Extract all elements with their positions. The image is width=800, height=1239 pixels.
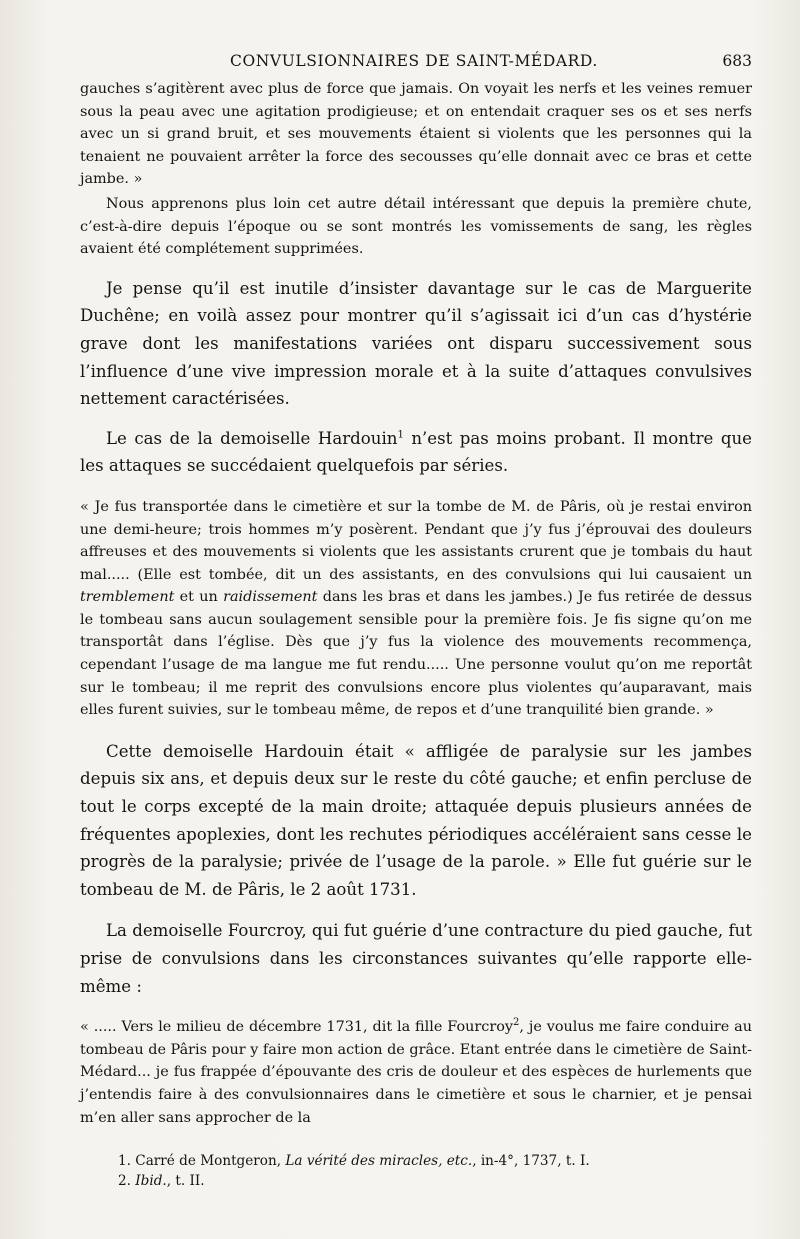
footnote-ref-2: 2 [513, 1017, 520, 1029]
quote-text-a: « Je fus transportée dans le cimetière et sur la tombe de M. de Pâris, où je restai environ une demi-heure; trois hommes m’y posèrent. Pendant que j’y fus j’éprouvai des douleurs affreuses et des mouvements si violents que les assistants crurent que je tombais du haut mal..... (Elle est tombée, dit un des assistants, en des convulsions qui lui causaient un [80, 498, 752, 583]
paragraph-3: Je pense qu’il est inutile d’insister davantage sur le cas de Marguerite Duchêne; en voilà assez pour montrer qu’il s’agissait ici d’un cas d’hystérie grave dont les manifestations variées ont disparu successivement sous l’influence d’une vive impression morale et à la suite d’attaques convulsives nettement caractérisées. [80, 278, 752, 409]
quote2-text-a: « ..... Vers le milieu de décembre 1731, dit la fille Fourcroy [80, 1019, 514, 1036]
quote-emphasis-raidissement: raidissement [223, 589, 318, 606]
page-number: 683 [722, 52, 752, 70]
footnote-ref-1: 1 [397, 429, 404, 441]
page-header [80, 48, 752, 78]
paragraph-7: La demoiselle Fourcroy, qui fut guérie d’une contracture du pied gauche, fut prise de convulsions dans les circonstances suivantes qu’elle rapporte elle-même : [80, 921, 752, 996]
quote-emphasis-tremblement: tremblement [80, 589, 175, 606]
paragraph-1: gauches s’agitèrent avec plus de force que jamais. On voyait les nerfs et les veines remuer sous la peau avec une agitation prodigieuse; et on entendait craquer ses os et ses nerfs avec un si grand bruit, et ses mouvements étaient si violents que les personnes qui la tenaient ne pouvaient arrêter la force des secousses qu’elle donnait avec ce bras et cette jambe. » [80, 81, 752, 188]
footnote-2-number: 2. [118, 1173, 136, 1190]
quote2-text-b: , je voulus me faire conduire au tombeau de Pâris pour y faire mon action de grâce. Etant entrée dans le cimetière de Saint-Médard... je fus frappée d’épouvante des cris de douleur et des espèces de hurlements que j’entendis faire à des convulsionnaires dans le cimetière et sous le charnier, et je pensai m’en aller sans approcher de la [80, 1019, 752, 1126]
running-title: CONVULSIONNAIRES DE SAINT-MÉDARD. [230, 52, 598, 70]
quotation-hardouin [80, 496, 752, 722]
quote-text-c: dans les bras et dans les jambes.) Je fus retirée de dessus le tombeau sans aucun soulagement sensible pour la première fois. Je fis signe qu’on me transportât dans l’église. Dès que j’y fus la violence des mouvements recommença, cependant l’usage de ma langue me fut rendu..... Une personne voulut qu’on me reportât sur le tombeau; il me reprit des convulsions encore plus violentes qu’auparavant, mais elles furent suivies, sur le tombeau même, de repos et d’une tranquilité bien grande. » [80, 589, 752, 719]
paragraph-6: Cette demoiselle Hardouin était « affligée de paralysie sur les jambes depuis six ans, et depuis deux sur le reste du côté gauche; et enfin percluse de tout le corps excepté de la main droite; attaquée depuis plusieurs années de fréquentes apoplexies, dont les rechutes périodiques accéléraient sans cesse le progrès de la paralysie; privée de l’usage de la parole. » Elle fut guérie sur le tombeau de M. de Pâris, le 2 août 1731. [80, 741, 752, 899]
paragraph-4 [80, 425, 752, 480]
footnote-1-details: , in-4°, 1737, t. I. [472, 1153, 590, 1170]
quote-text-b: et un [174, 589, 224, 606]
footnote-1 [118, 1151, 752, 1171]
footnote-2 [118, 1171, 752, 1191]
paragraph-4-text-b: n’est pas moins probant. Il montre que les attaques se succédaient quelquefois par séries. [80, 428, 752, 476]
quotation-fourcroy [80, 1016, 752, 1129]
paragraph-4-text-a: Le cas de la demoiselle Hardouin [106, 428, 398, 448]
footnote-1-title: La vérité des miracles, etc. [285, 1153, 473, 1170]
footnote-2-details: , t. II. [166, 1173, 205, 1190]
footnotes [80, 1151, 752, 1191]
paragraph-2: Nous apprenons plus loin cet autre détail intéressant que depuis la première chute, c’est-à-dire depuis l’époque ou se sont montrés les vomissements de sang, les règles avaient été complétement supprimées. [80, 195, 752, 258]
footnote-2-ibid: Ibid. [135, 1173, 167, 1190]
footnote-1-text: 1. Carré de Montgeron, [118, 1153, 286, 1170]
